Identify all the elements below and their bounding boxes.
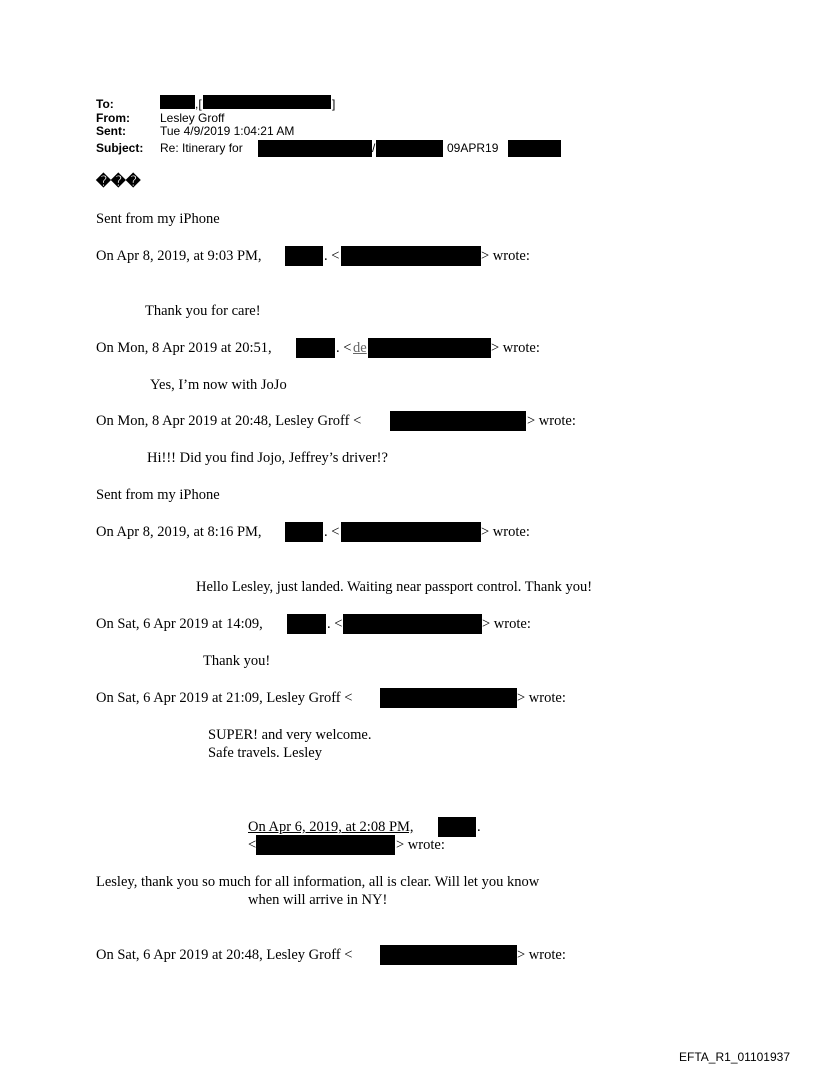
- header-from-row: [96, 112, 130, 124]
- header-to-row: [96, 98, 114, 110]
- sent-value: Tue 4/9/2019 1:04:21 AM: [160, 124, 295, 138]
- quote-1-suffix: > wrote:: [481, 248, 530, 264]
- quote-1-prefix: On Apr 8, 2019, at 9:03 PM,: [96, 248, 262, 264]
- quote-5-mid: . <: [327, 616, 343, 632]
- redaction-q4-name: [285, 522, 323, 542]
- message-7-line-2: when will arrive in NY!: [248, 892, 388, 908]
- message-3: Hi!!! Did you find Jojo, Jeffrey’s driver!?: [147, 450, 388, 466]
- message-7-line-1: Lesley, thank you so much for all information, all is clear. Will let you know: [96, 874, 540, 890]
- bates-number: EFTA_R1_01101937: [679, 1050, 790, 1064]
- redaction-q8-email: [380, 945, 517, 965]
- quote-8-suffix: > wrote:: [517, 947, 566, 963]
- quote-3-suffix: > wrote:: [527, 413, 576, 429]
- redaction-q1-email: [341, 246, 481, 266]
- redaction-q2-email: [368, 338, 491, 358]
- signature-1: Sent from my iPhone: [96, 211, 220, 227]
- quote-4-prefix: On Apr 8, 2019, at 8:16 PM,: [96, 524, 262, 540]
- quote-6-suffix: > wrote:: [517, 690, 566, 706]
- subject-label: Subject:: [96, 141, 144, 155]
- to-label: To:: [96, 97, 114, 111]
- header-sent-row: [96, 125, 126, 137]
- from-value: Lesley Groff: [160, 111, 225, 125]
- redaction-subject-2: [376, 140, 443, 157]
- redaction-q7-name: [438, 817, 476, 837]
- redaction-to-2: [203, 95, 331, 109]
- subject-prefix: Re: Itinerary for: [160, 141, 243, 155]
- redaction-q1-name: [285, 246, 323, 266]
- quote-3-prefix: On Mon, 8 Apr 2019 at 20:48, Lesley Groff <: [96, 413, 362, 429]
- redaction-q5-name: [287, 614, 326, 634]
- header-subject-row: [96, 142, 143, 154]
- redaction-q2-name: [296, 338, 335, 358]
- quote-1-mid: . <: [324, 248, 340, 264]
- quote-7-prefix: On Apr 6, 2019, at 2:08 PM,: [248, 819, 414, 835]
- quote-8-prefix: On Sat, 6 Apr 2019 at 20:48, Lesley Groff <: [96, 947, 353, 963]
- redaction-q6-email: [380, 688, 517, 708]
- redaction-subject-3: [508, 140, 561, 157]
- sent-label: Sent:: [96, 124, 126, 138]
- message-6-line-1: SUPER! and very welcome.: [208, 727, 372, 743]
- redaction-to-1: [160, 95, 195, 109]
- message-5: Thank you!: [203, 653, 271, 669]
- redaction-q7-email: [256, 835, 395, 855]
- redaction-subject-1: [258, 140, 372, 157]
- signature-2: Sent from my iPhone: [96, 487, 220, 503]
- from-label: From:: [96, 111, 130, 125]
- quote-6-prefix: On Sat, 6 Apr 2019 at 21:09, Lesley Groff <: [96, 690, 353, 706]
- quote-4-suffix: > wrote:: [481, 524, 530, 540]
- replacement-glyphs: ���: [96, 174, 141, 190]
- quote-5-suffix: > wrote:: [482, 616, 531, 632]
- quote-5-prefix: On Sat, 6 Apr 2019 at 14:09,: [96, 616, 263, 632]
- to-separator: ,[: [195, 97, 202, 111]
- to-end: ]: [332, 97, 336, 111]
- quote-2-email-link[interactable]: de: [353, 340, 367, 356]
- subject-slash: /: [372, 141, 376, 155]
- quote-7-open: <: [248, 837, 257, 853]
- subject-date: 09APR19: [447, 141, 499, 155]
- quote-4-mid: . <: [324, 524, 340, 540]
- message-6-line-2: Safe travels. Lesley: [208, 745, 322, 761]
- quote-7-suffix: > wrote:: [396, 837, 445, 853]
- message-4: Hello Lesley, just landed. Waiting near passport control. Thank you!: [196, 579, 593, 595]
- quote-2-suffix: > wrote:: [491, 340, 540, 356]
- redaction-q5-email: [343, 614, 482, 634]
- redaction-q3-email: [390, 411, 526, 431]
- quote-2-prefix: On Mon, 8 Apr 2019 at 20:51,: [96, 340, 272, 356]
- redaction-q4-email: [341, 522, 481, 542]
- quote-2-mid: . <: [336, 340, 352, 356]
- message-2: Yes, I’m now with JoJo: [150, 377, 287, 393]
- message-1: Thank you for care!: [145, 303, 261, 319]
- quote-7-mid: .: [477, 819, 481, 835]
